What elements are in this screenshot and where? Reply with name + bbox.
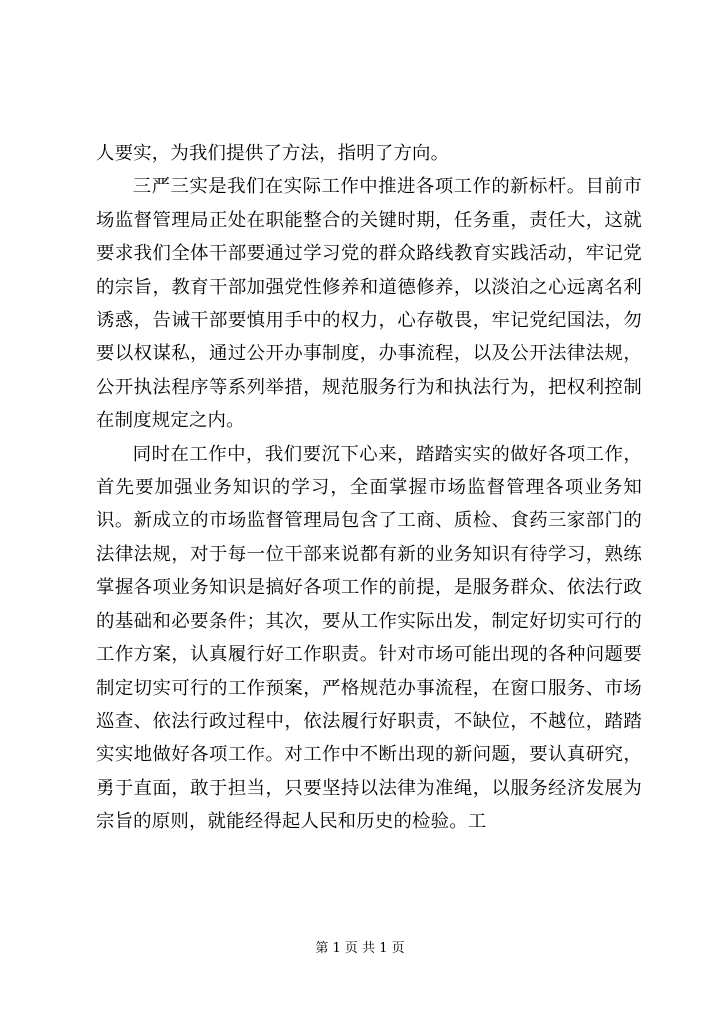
document-body <box>96 137 642 839</box>
page-footer: 第 1 页 共 1 页 <box>315 941 405 956</box>
paragraph-2: 三严三实是我们在实际工作中推进各项工作的新标杆。目前市场监督管理局正处在职能整合的关键时期，任务重，责任大，这就要求我们全体干部要通过学习党的群众路线教育实践活动，牢记党的宗旨，教育干部加强党性修养和道德修养，以淡泊之心远离名利诱惑，告诫干部要慎用手中的权力，心存敬畏，牢记党纪国法，勿要以权谋私，通过公开办事制度，办事流程，以及公开法律法规，公开执法程序等系列举措，规范服务行为和执法行为，把权利控制在制度规定之内。 <box>96 176 642 432</box>
paragraph-3: 同时在工作中，我们要沉下心来，踏踏实实的做好各项工作，首先要加强业务知识的学习，全面掌握市场监督管理各项业务知识。新成立的市场监督管理局包含了工商、质检、食药三家部门的法律法规，对于每一位干部来说都有新的业务知识有待学习，熟练掌握各项业务知识是搞好各项工作的前提，是服务群众、依法行政的基础和必要条件；其次，要从工作实际出发，制定好切实可行的工作方案，认真履行好工作职责。针对市场可能出现的各种问题要制定切实可行的工作预案，严格规范办事流程，在窗口服务、市场巡查、依法行政过程中，依法履行好职责，不缺位，不越位，踏踏实实地做好各项工作。对工作中不断出现的新问题，要认真研究，勇于直面，敢于担当，只要坚持以法律为准绳，以服务经济发展为宗旨的原则，就能经得起人民和历史的检验。工 <box>96 443 642 833</box>
paragraph-1: 人要实，为我们提供了方法，指明了方向。 <box>96 143 450 164</box>
